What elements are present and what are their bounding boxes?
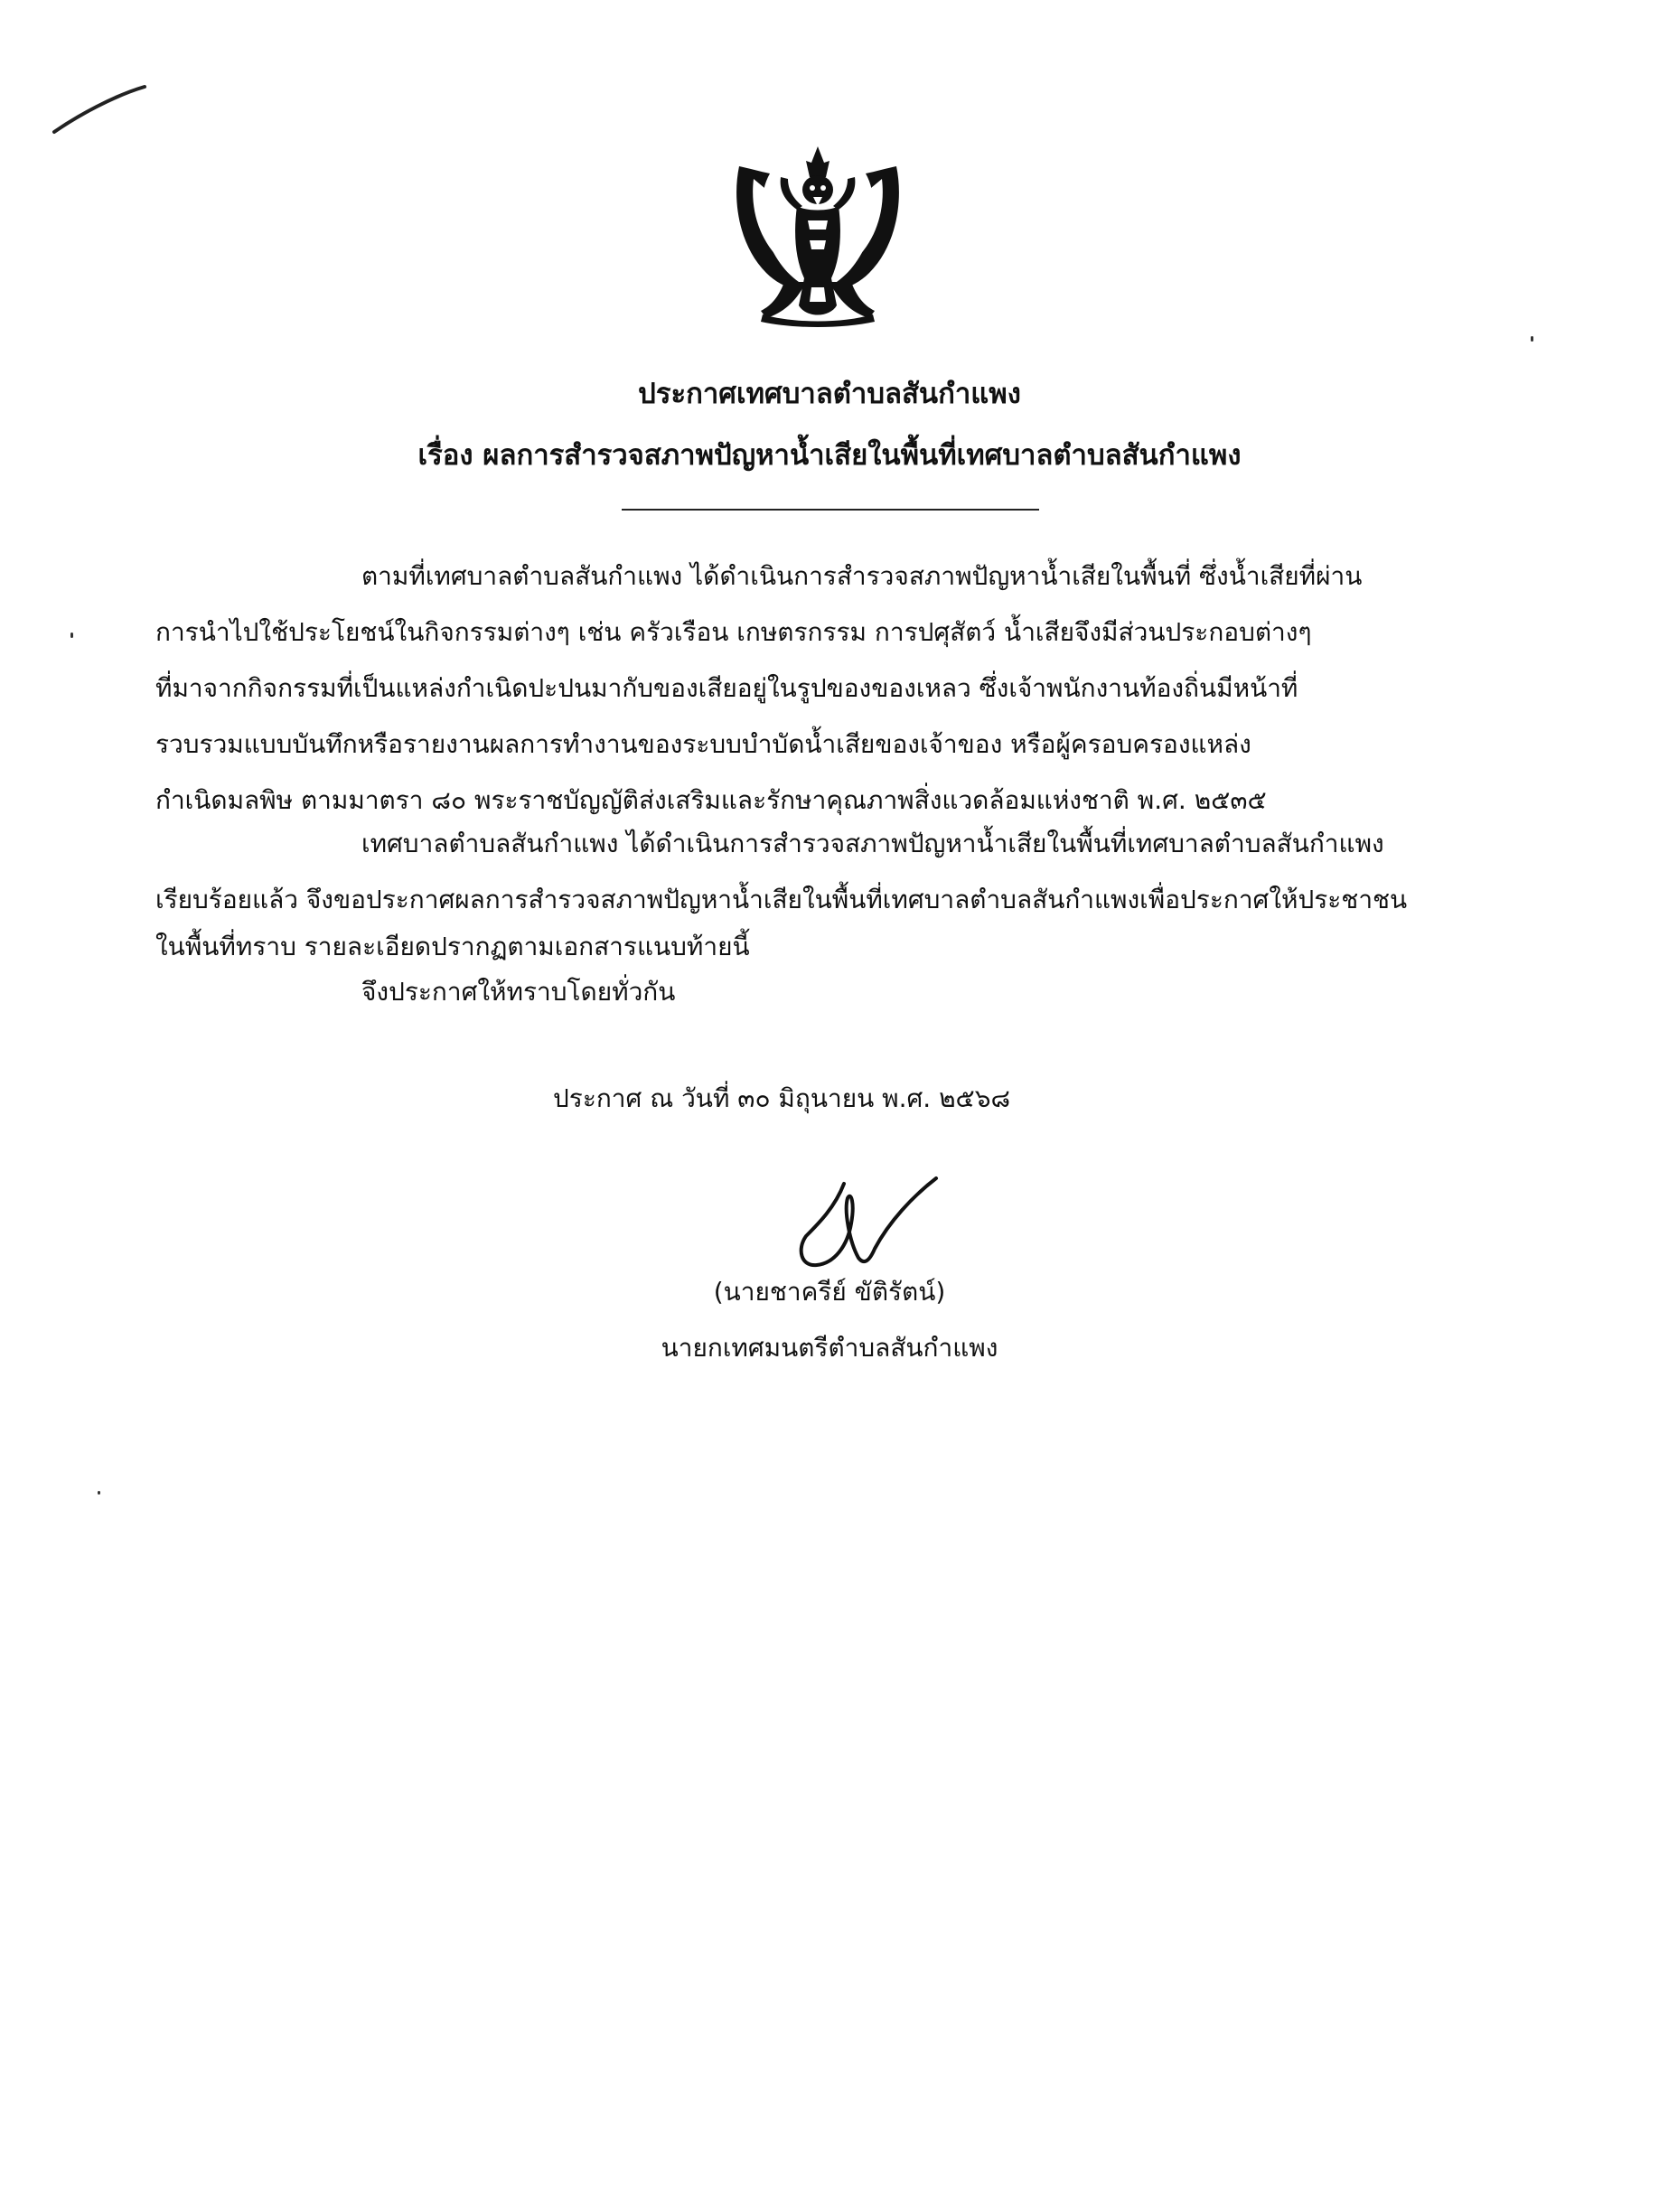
handwritten-signature: [795, 1171, 940, 1272]
announcement-subject: เรื่อง ผลการสำรวจสภาพปัญหาน้ำเสียในพื้นที่เทศบาลตำบลสันกำแพง: [417, 439, 1242, 472]
paragraph-2-line: เรียบร้อยแล้ว จึงขอประกาศผลการสำรวจสภาพปัญหาน้ำเสียในพื้นที่เทศบาลตำบลสันกำแพงเพื่อประกาศให้ประชาชน: [155, 885, 1408, 914]
announcement-date: ประกาศ ณ วันที่ ๓๐ มิถุนายน พ.ศ. ๒๕๖๘: [553, 1083, 1011, 1113]
paragraph-2-line: เทศบาลตำบลสันกำแพง ได้ดำเนินการสำรวจสภาพปัญหาน้ำเสียในพื้นที่เทศบาลตำบลสันกำแพง: [361, 829, 1384, 858]
announcement-title: ประกาศเทศบาลตำบลสันกำแพง: [638, 378, 1021, 410]
signer-name: (นายชาครีย์ ขัติรัตน์): [713, 1277, 946, 1307]
paper-speck: [70, 633, 73, 638]
signer-title: นายกเทศมนตรีตำบลสันกำแพง: [661, 1333, 998, 1363]
paragraph-1-line: รวบรวมแบบบันทึกหรือรายงานผลการทำงานของระบบบำบัดน้ำเสียของเจ้าของ หรือผู้ครอบครองแหล่ง: [155, 729, 1251, 759]
paper-speck: [1531, 336, 1533, 342]
paragraph-1-line: กำเนิดมลพิษ ตามมาตรา ๘๐ พระราชบัญญัติส่งเสริมและรักษาคุณภาพสิ่งแวดล้อมแห่งชาติ พ.ศ. ๒๕๓๕: [155, 785, 1267, 815]
paragraph-2-line: ในพื้นที่ทราบ รายละเอียดปรากฏตามเอกสารแนบท้ายนี้: [155, 932, 750, 961]
title-divider: [622, 509, 1039, 511]
paper-speck: [98, 1491, 100, 1495]
closing-line: จึงประกาศให้ทราบโดยทั่วกัน: [361, 977, 676, 1007]
paragraph-1-line: ตามที่เทศบาลตำบลสันกำแพง ได้ดำเนินการสำรวจสภาพปัญหาน้ำเสียในพื้นที่ ซึ่งน้ำเสียที่ผ่าน: [361, 561, 1363, 591]
paragraph-1-line: ที่มาจากกิจกรรมที่เป็นแหล่งกำเนิดปะปนมากับของเสียอยู่ในรูปของของเหลว ซึ่งเจ้าพนักงานท้องถิ่นมีหน้าที่: [155, 673, 1298, 703]
stray-pen-mark: [51, 83, 150, 137]
garuda-emblem-icon: [730, 146, 905, 327]
paragraph-1-line: การนำไปใช้ประโยชน์ในกิจกรรมต่างๆ เช่น ครัวเรือน เกษตรกรรม การปศุสัตว์ น้ำเสียจึงมีส่วนประกอบต่างๆ: [155, 617, 1312, 647]
